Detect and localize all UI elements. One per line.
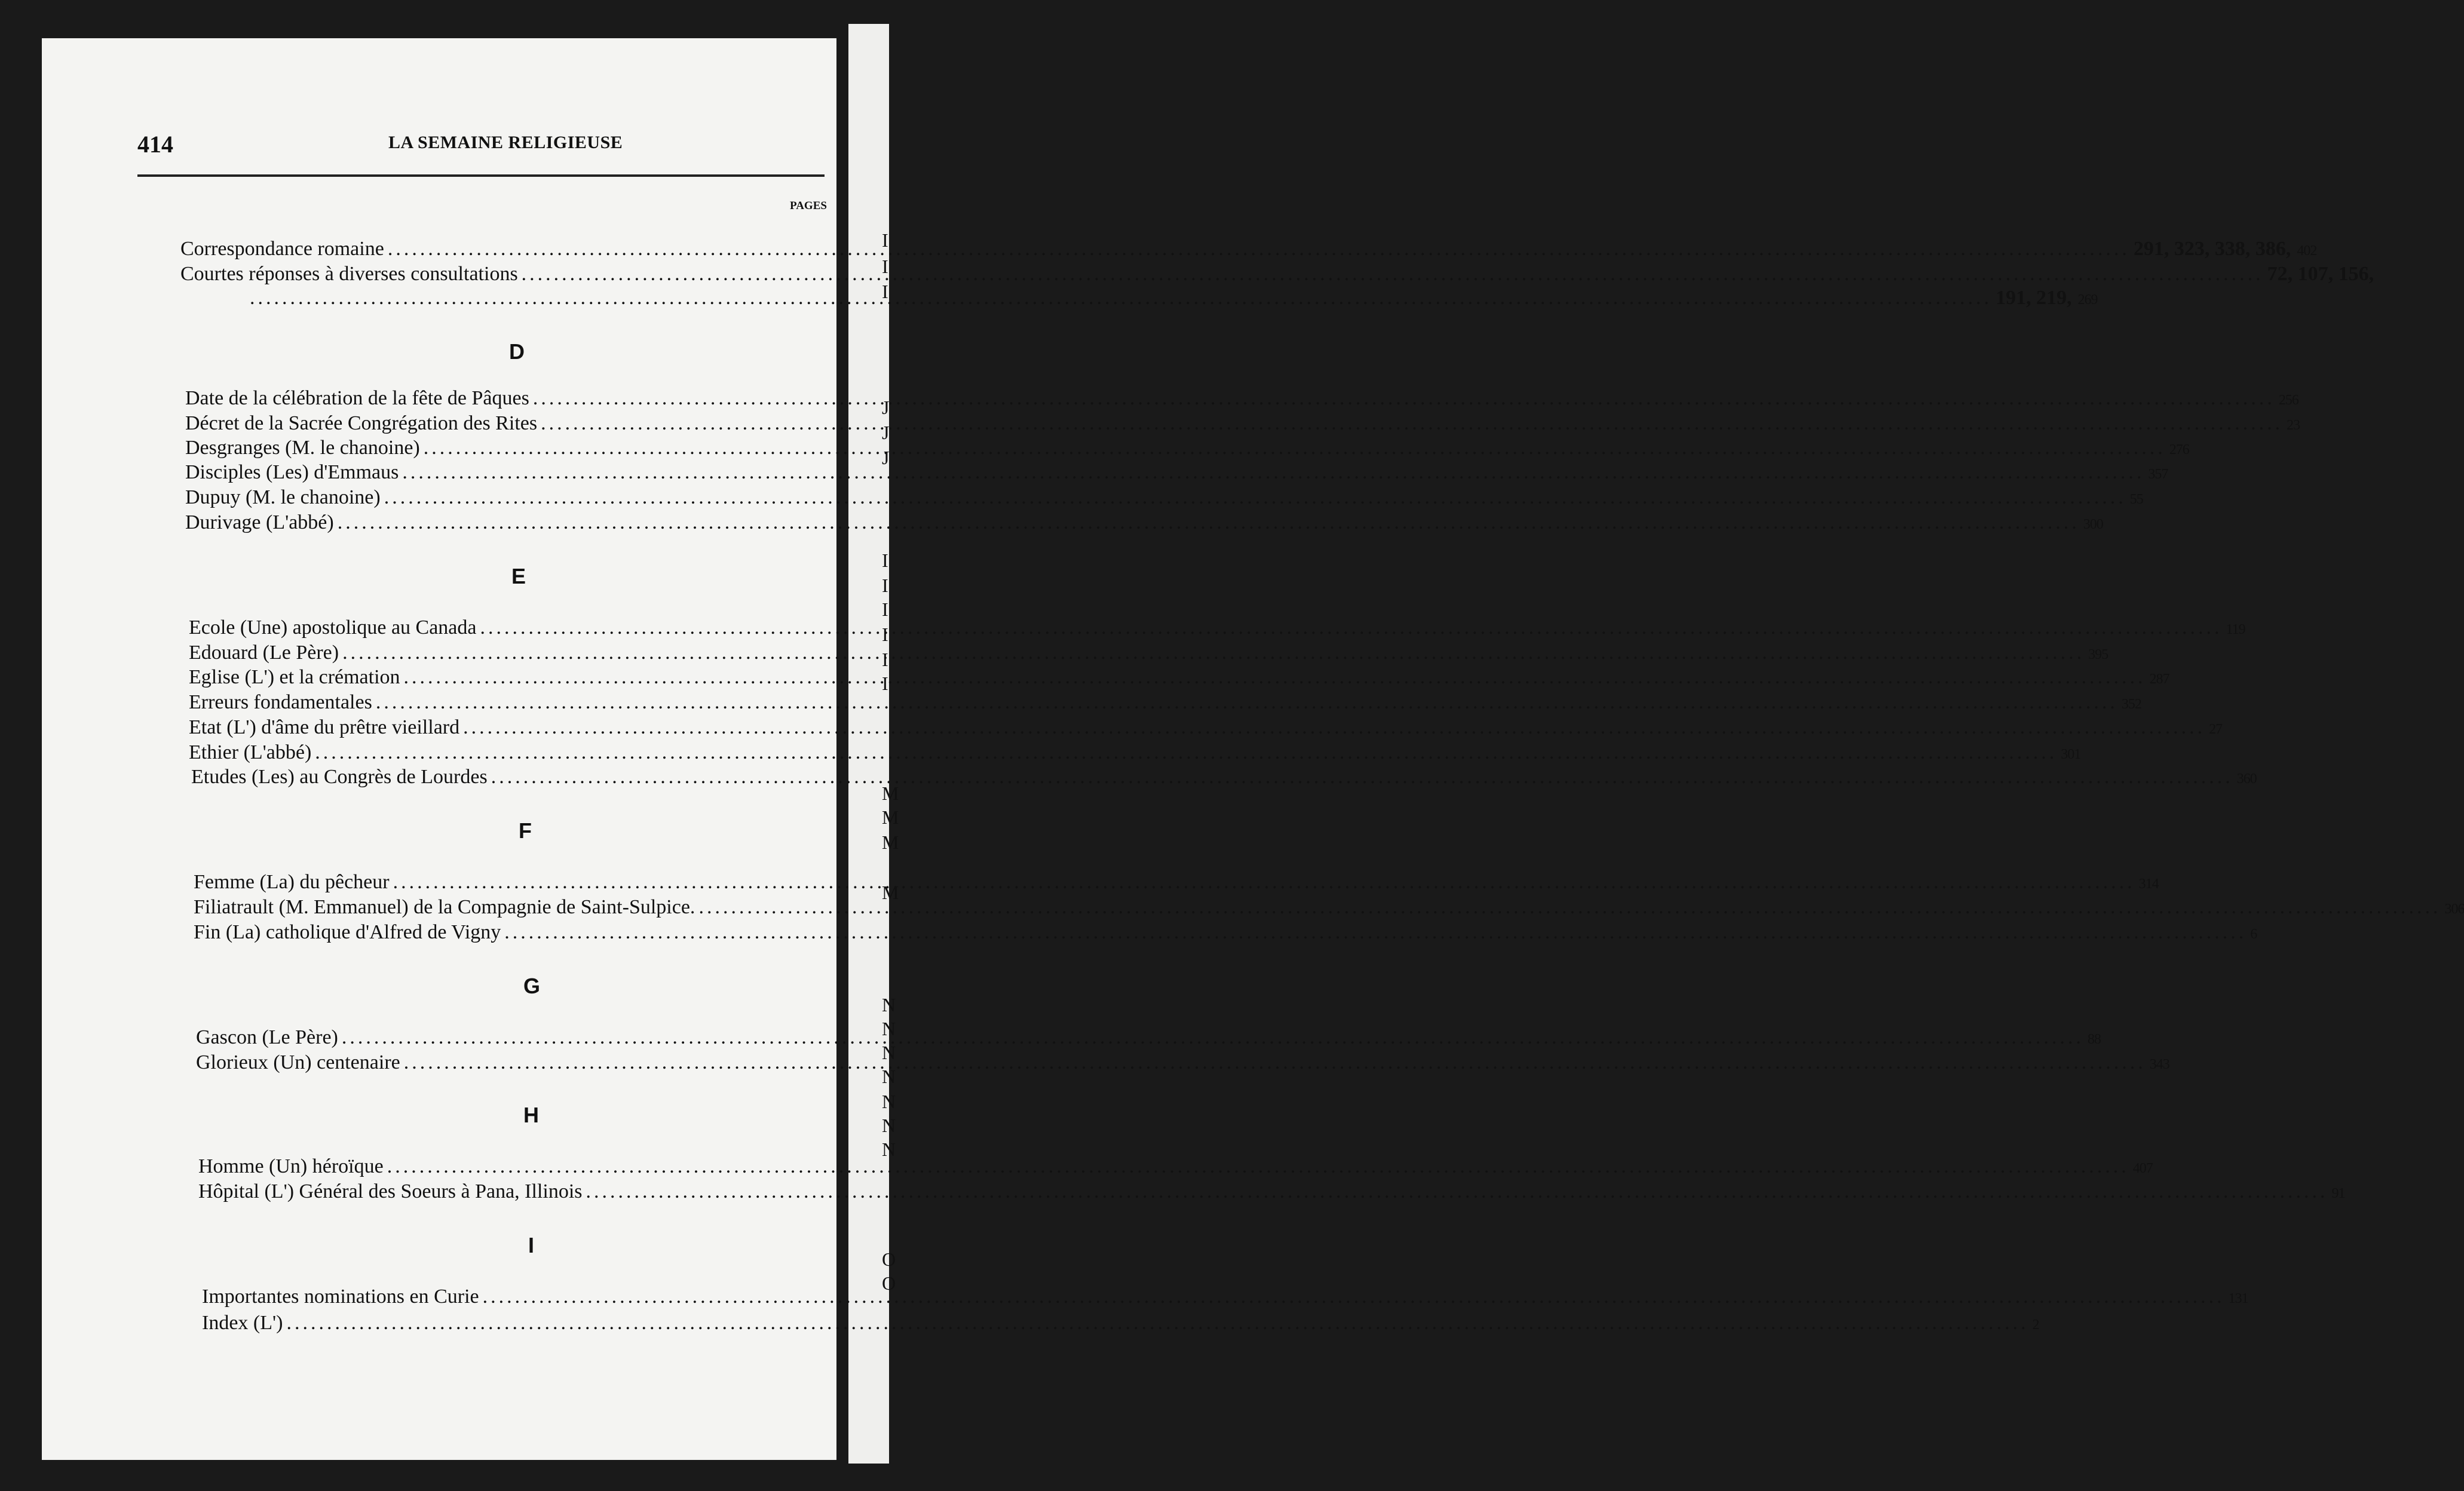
index-entry (196, 1051, 2169, 1076)
index-entry (180, 263, 2374, 288)
entry-page: 402 (2297, 243, 2317, 259)
leader-dots (404, 1051, 2146, 1074)
entry-title: Correspondance romaine (180, 238, 384, 260)
index-entry (189, 741, 2081, 766)
facing-page-letter: N (882, 1115, 896, 1136)
facing-page-letter: O (882, 1248, 896, 1270)
pages-column-label: PAGES (790, 200, 827, 212)
entry-page: 256 (2278, 392, 2298, 408)
index-entry (189, 642, 2109, 667)
leader-dots (586, 1180, 2328, 1203)
leader-dots (384, 486, 2126, 509)
facing-page-letter: I (882, 281, 888, 302)
leader-dots (533, 387, 2275, 410)
entry-title: Homme (Un) héroïque (198, 1155, 384, 1177)
entry-title: Décret de la Sacrée Congrégation des Rites (185, 412, 538, 434)
index-entry (198, 1155, 2153, 1180)
facing-page-letter: N (882, 1042, 896, 1063)
entry-page: 91 (2331, 1186, 2345, 1201)
entry-title: Etat (L') d'âme du prêtre vieillard (189, 716, 460, 738)
leader-dots (376, 691, 2118, 714)
leader-dots (342, 1026, 2084, 1049)
entry-page: 23 (2287, 418, 2300, 433)
entry-page: 301 (2061, 747, 2081, 762)
leader-dots (387, 1155, 2129, 1178)
leader-dots (541, 412, 2283, 435)
facing-page-letter: O (882, 1272, 896, 1294)
index-entry (189, 716, 2223, 741)
entry-page: 407 (2132, 1161, 2153, 1176)
entry-page: 88 (2087, 1032, 2101, 1047)
entry-title: Ecole (Une) apostolique au Canada (189, 616, 477, 639)
entry-page: 27 (2209, 722, 2223, 737)
entry-title: Fin (La) catholique d'Alfred de Vigny (194, 921, 501, 943)
facing-page-letter: N (882, 1139, 896, 1160)
index-entry (185, 412, 2300, 437)
facing-page-letter: N (882, 1066, 896, 1087)
leader-dots (286, 1312, 2028, 1334)
index-entry (194, 921, 2257, 946)
leader-dots (402, 461, 2144, 484)
index-entry (185, 511, 2103, 536)
leader-dots (404, 666, 2146, 689)
entry-title: Eglise (L') et la crémation (189, 666, 400, 688)
entry-page: 314 (2138, 876, 2159, 892)
index-entry (196, 1026, 2101, 1051)
leader-dots (483, 1286, 2225, 1308)
entry-title: Index (L') (202, 1312, 283, 1334)
leader-dots (698, 896, 2441, 919)
entry-page: 269 (2077, 292, 2098, 308)
facing-page-letter: J (882, 447, 890, 468)
entry-title: Glorieux (Un) centenaire (196, 1051, 400, 1073)
facing-page-letter: J (882, 422, 890, 443)
entry-title: Disciples (Les) d'Emmaus (185, 461, 399, 483)
leader-dots (491, 766, 2233, 789)
header-rule (137, 174, 825, 177)
entry-title: Durivage (L'abbé) (185, 511, 334, 533)
facing-page-letter: N (882, 1018, 896, 1039)
index-entry (180, 238, 2317, 263)
running-title: LA SEMAINE RELIGIEUSE (388, 133, 623, 152)
entry-page: 343 (2149, 1057, 2169, 1072)
entry-page: 6 (2250, 926, 2257, 942)
index-entry (202, 1286, 2248, 1311)
entry-title: Date de la célébration de la fête de Pâques (185, 387, 529, 409)
entry-page: 276 (2169, 442, 2189, 458)
entry-title: Edouard (Le Père) (189, 642, 339, 664)
entry-title: Courtes réponses à diverses consultations (180, 263, 518, 285)
section-letter-f: F (519, 818, 532, 843)
leader-dots (504, 921, 2247, 944)
entry-page: 119 (2226, 622, 2245, 637)
leader-dots (315, 741, 2057, 764)
facing-page-letter: I (882, 575, 888, 596)
facing-page-letter: N (882, 1091, 896, 1112)
facing-page-letter: I (882, 624, 888, 645)
entry-pages: 72, 107, 156, (2267, 263, 2374, 285)
index-entry (185, 486, 2143, 511)
facing-page-letter: J (882, 397, 890, 418)
entry-page: 300 (2083, 517, 2103, 532)
facing-page-letter: I (882, 550, 888, 571)
entry-title: Filiatrault (M. Emmanuel) de la Compagnie de Saint-Sulpice. (194, 896, 695, 918)
entry-title: Importantes nominations en Curie (202, 1286, 479, 1308)
index-entry (202, 1312, 2039, 1337)
facing-page-letter: I (882, 599, 888, 620)
section-letter-g: G (523, 974, 541, 998)
leader-dots (480, 616, 2222, 639)
facing-page-letter: M (882, 882, 899, 903)
leader-dots (342, 642, 2085, 664)
entry-title: Dupuy (M. le chanoine) (185, 486, 381, 508)
index-entry (191, 766, 2257, 791)
index-entry (194, 871, 2159, 896)
section-letter-e: E (511, 564, 526, 588)
index-entry (185, 437, 2189, 462)
entry-title: Desgranges (M. le chanoine) (185, 437, 420, 459)
section-letter-d: D (509, 339, 525, 364)
facing-page-letter: M (882, 832, 899, 853)
entry-page: 55 (2129, 492, 2143, 507)
index-entry (185, 387, 2298, 412)
leader-dots (388, 238, 2130, 260)
leader-dots (463, 716, 2205, 739)
facing-page-letter: I (882, 256, 888, 277)
entry-page: 352 (2121, 697, 2141, 712)
entry-title: Femme (La) du pêcheur (194, 871, 390, 893)
entry-page: 131 (2228, 1291, 2248, 1306)
entry-title: Etudes (Les) au Congrès de Lourdes (191, 766, 488, 788)
entry-title: Hôpital (L') Général des Soeurs à Pana, Illinois (198, 1180, 583, 1202)
entry-pages: 191, 219, (1996, 287, 2072, 309)
page-number: 414 (137, 131, 173, 158)
leader-dots (424, 437, 2166, 459)
entry-title: Ethier (L'abbé) (189, 741, 312, 763)
facing-page-letter: N (882, 994, 896, 1016)
index-entry (246, 287, 2098, 312)
facing-page-letter: I (882, 229, 888, 251)
facing-page-letter: I (882, 649, 888, 670)
leader-dots (522, 263, 2264, 286)
leader-dots (393, 871, 2135, 894)
index-entry (189, 691, 2141, 716)
entry-pages: 291, 323, 338, 386, (2133, 238, 2291, 260)
section-letter-h: H (523, 1103, 539, 1127)
index-entry (189, 616, 2245, 642)
entry-title: Erreurs fondamentales (189, 691, 372, 713)
entry-page: 357 (2148, 467, 2168, 482)
leader-dots (250, 287, 1992, 309)
index-entry (189, 666, 2169, 691)
entry-page: 306 (2444, 901, 2464, 917)
entry-page: 2 (2032, 1317, 2039, 1333)
entry-page: 287 (2149, 671, 2169, 687)
index-entry (185, 461, 2168, 486)
entry-title: Gascon (Le Père) (196, 1026, 338, 1048)
facing-page-letter: I (882, 673, 888, 694)
facing-page-letter: M (882, 806, 899, 828)
leader-dots (338, 511, 2080, 534)
index-entry (198, 1180, 2345, 1205)
entry-page: 395 (2088, 647, 2109, 662)
facing-page-letter: M (882, 783, 899, 804)
entry-page: 360 (2236, 771, 2257, 787)
section-letter-i: I (528, 1233, 535, 1257)
index-entry (194, 896, 2464, 921)
